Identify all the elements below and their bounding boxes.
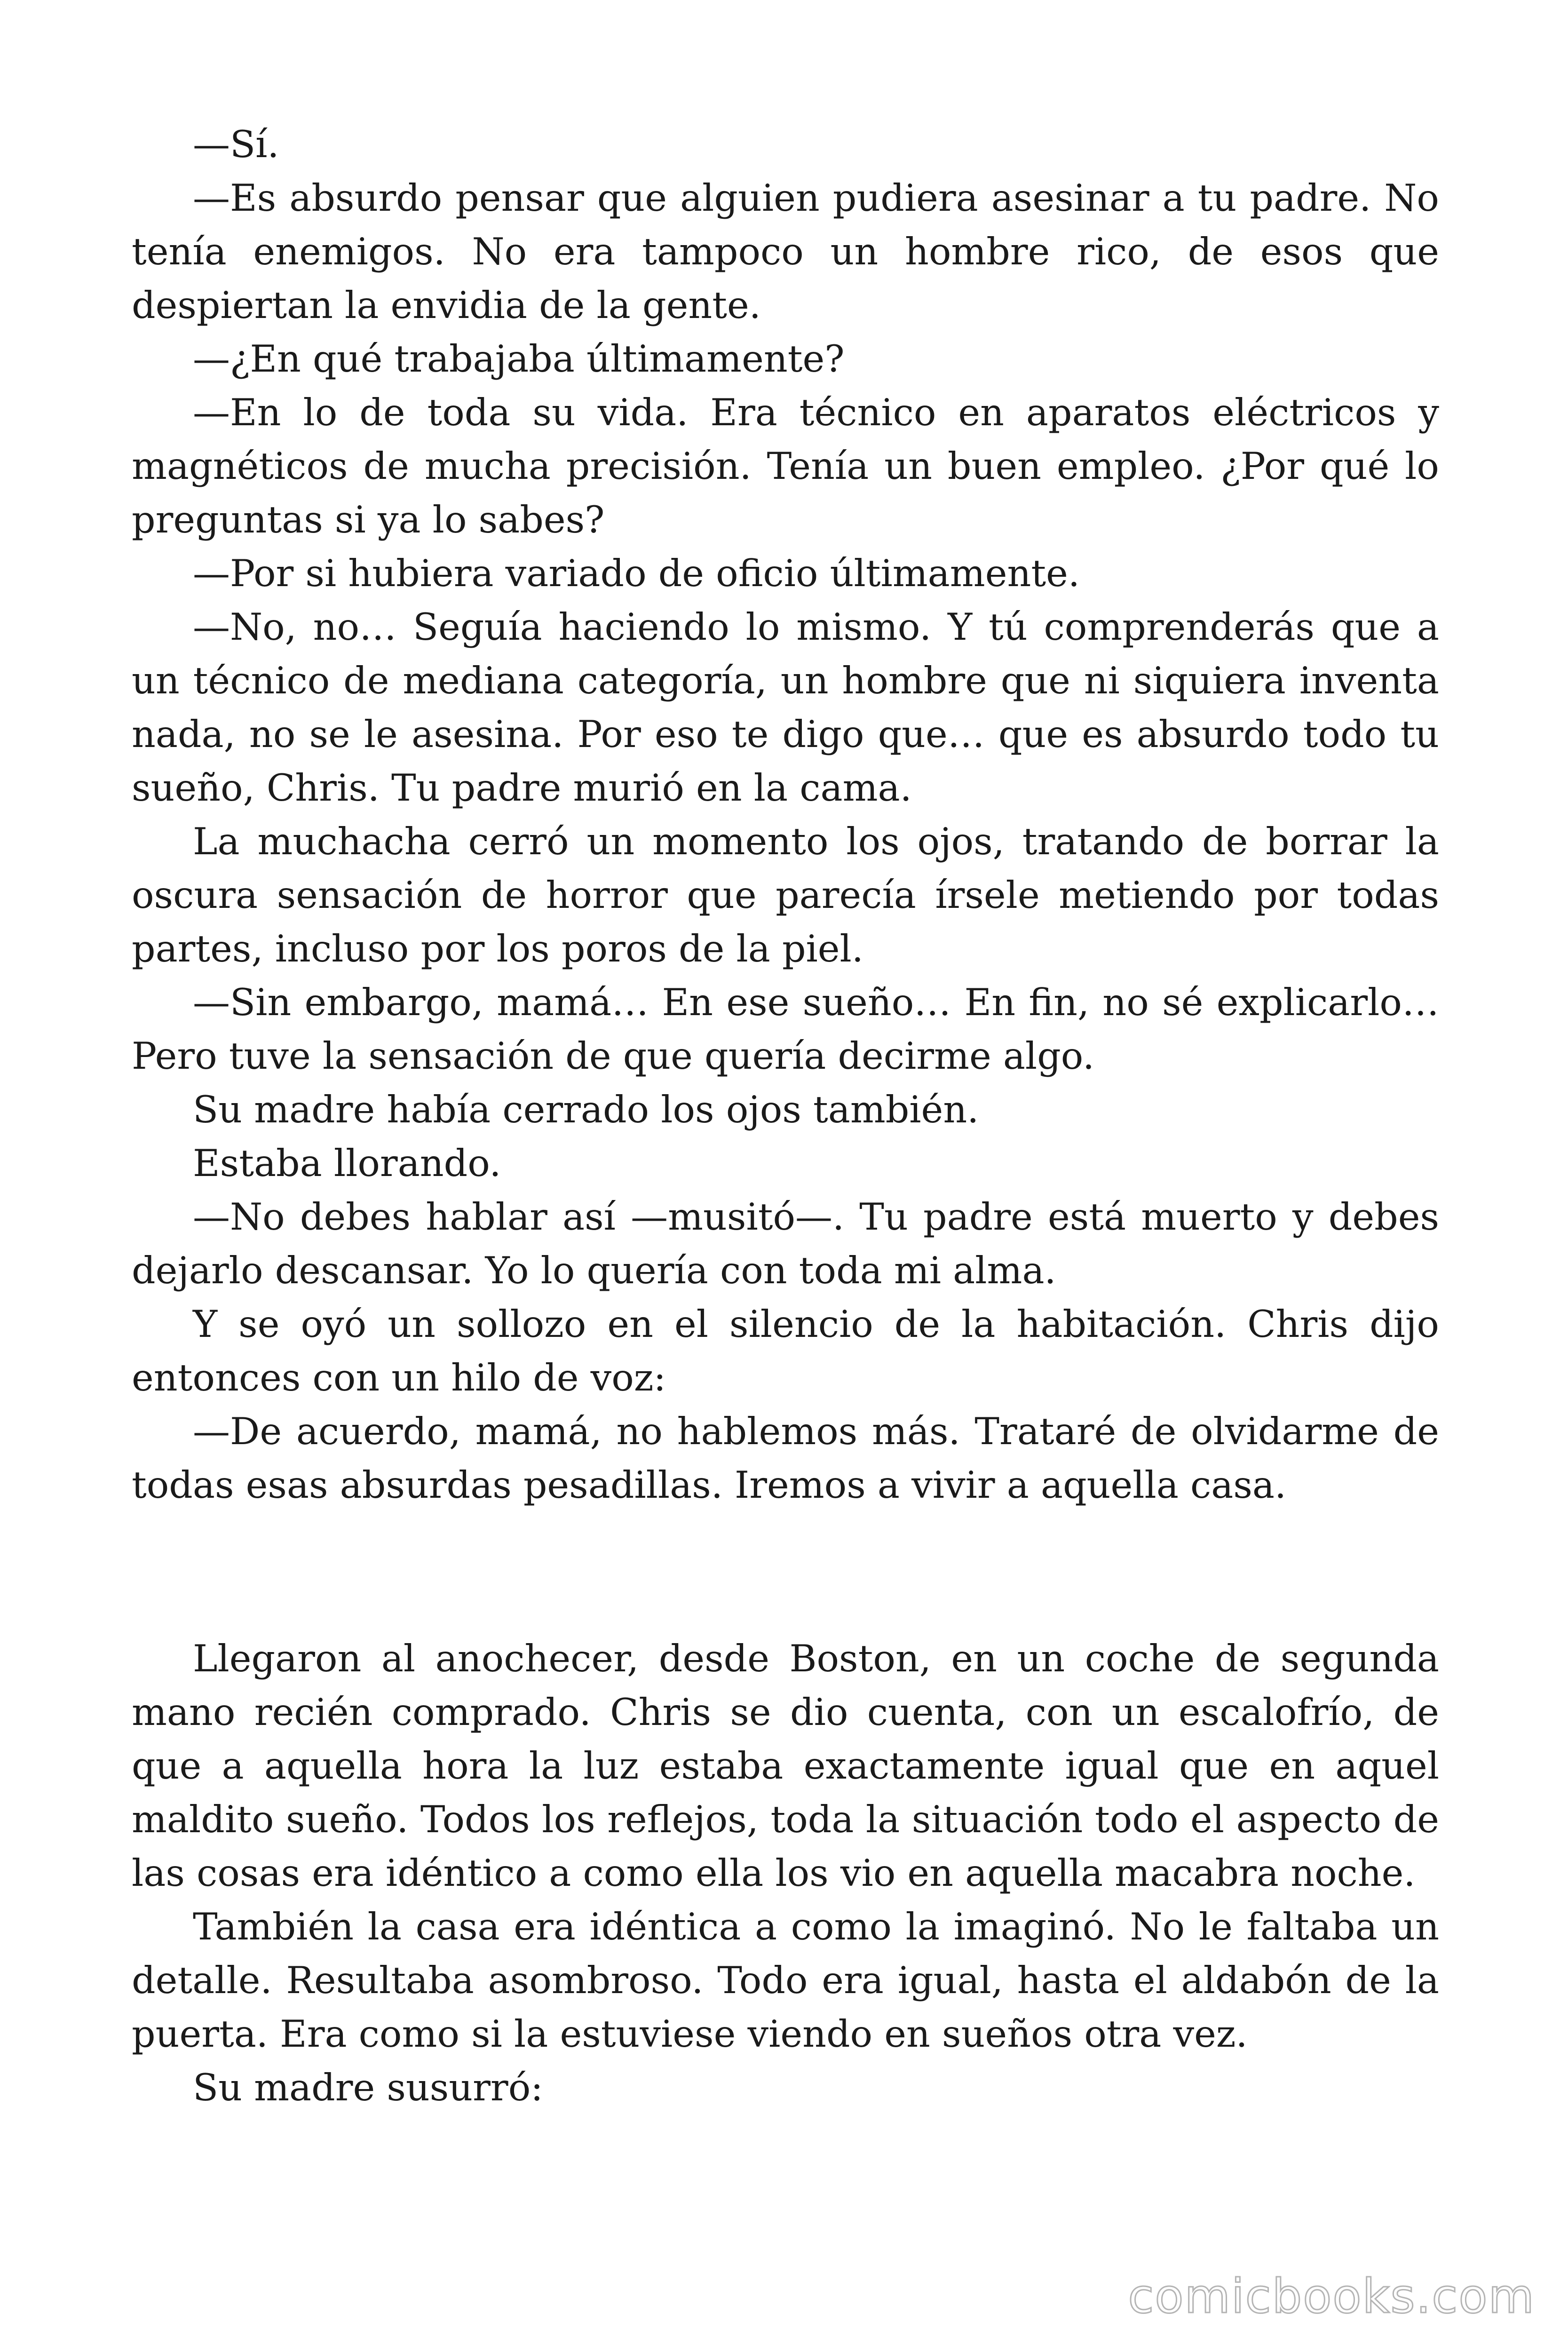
paragraph: —No debes hablar así —musitó—. Tu padre está muerto y debes dejarlo descansar. Yo lo quería con toda mi alma. [132,1195,1439,1292]
paragraph: También la casa era idéntica a como la imaginó. No le faltaba un detalle. Resultaba asombroso. Todo era igual, hasta el aldabón de la puerta. Era como si la estuviese viendo en sueños otra vez. [132,1905,1439,2056]
paragraph: —Es absurdo pensar que alguien pudiera asesinar a tu padre. No tenía enemigos. No era tampoco un hombre rico, de esos que despiertan la envidia de la gente. [132,176,1439,327]
paragraph: Y se oyó un sollozo en el silencio de la habitación. Chris dijo entonces con un hilo de voz: [132,1303,1439,1399]
paragraph: —Sin embargo, mamá… En ese sueño… En fin, no sé explicarlo… Pero tuve la sensación de que quería decirme algo. [132,981,1439,1078]
paragraph: Su madre susurró: [193,2066,543,2109]
book-page [132,118,1439,2114]
paragraph: Llegaron al anochecer, desde Boston, en un coche de segunda mano recién comprado. Chris se dio cuenta, con un escalofrío, de que a aquella hora la luz estaba exactamente igual que en aquel maldito sueño. Todos los reflejos, toda la situación todo el aspecto de las cosas era idéntico a como ella los vio en aquella macabra noche. [132,1637,1439,1895]
watermark: comicbooks.com [1128,2269,1535,2324]
paragraph: Estaba llorando. [193,1142,501,1185]
paragraph: La muchacha cerró un momento los ojos, tratando de borrar la oscura sensación de horror que parecía írsele metiendo por todas partes, incluso por los poros de la piel. [132,820,1439,970]
paragraph: —De acuerdo, mamá, no hablemos más. Trataré de olvidarme de todas esas absurdas pesadillas. Iremos a vivir a aquella casa. [132,1410,1439,1507]
paragraph: —Por si hubiera variado de oficio últimamente. [193,552,1080,595]
paragraph: —No, no… Seguía haciendo lo mismo. Y tú comprenderás que a un técnico de mediana categoría, un hombre que ni siquiera inventa nada, no se le asesina. Por eso te digo que… que es absurdo todo tu sueño, Chris. Tu padre murió en la cama. [132,605,1439,810]
paragraph: Su madre había cerrado los ojos también. [193,1088,979,1131]
paragraph: —Sí. [193,123,279,166]
paragraph: —En lo de toda su vida. Era técnico en aparatos eléctricos y magnéticos de mucha precisión. Tenía un buen empleo. ¿Por qué lo preguntas si ya lo sabes? [132,391,1439,541]
section-arrival [132,1632,1439,2114]
paragraph: —¿En qué trabajaba últimamente? [193,337,845,381]
section-break [132,1512,1439,1632]
section-dialogue [132,118,1439,1512]
